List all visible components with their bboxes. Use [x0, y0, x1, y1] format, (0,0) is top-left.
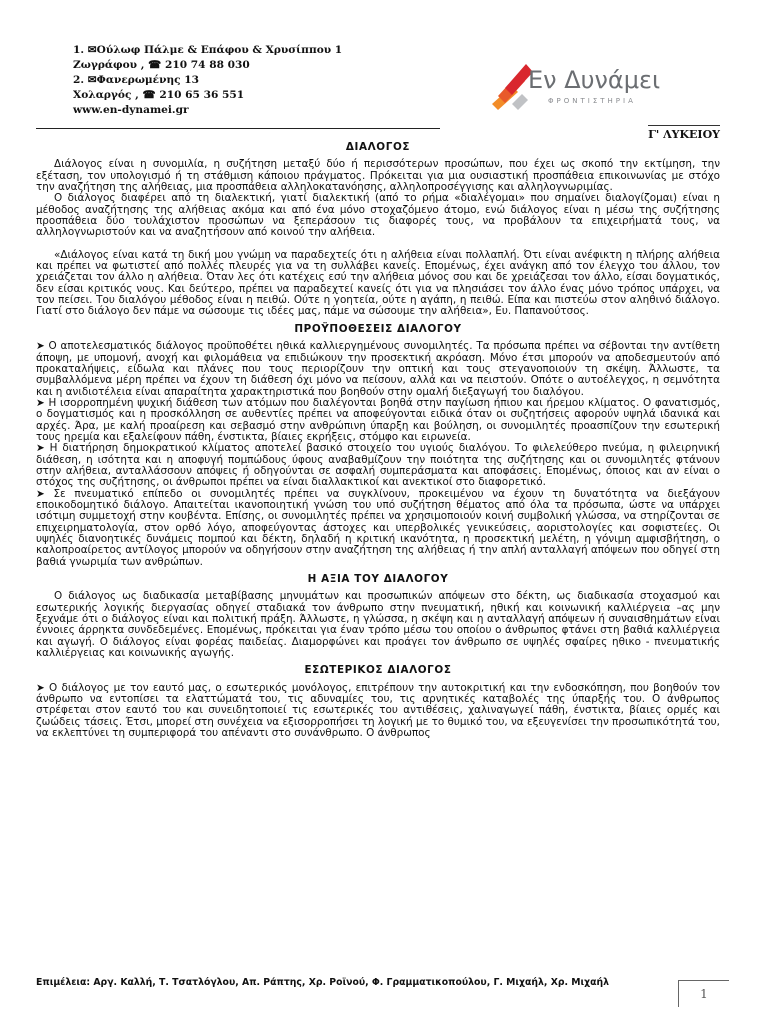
prereq-bullet-3: ➤ Η διατήρηση δημοκρατικού κλίματος αποτελεί βασικό στοιχείο του υγιούς διαλόγου. Το φιλελεύθερο πνεύμα, η φιλειρηνική διάθεση, η ισότητα και η αποφυγή πομπώδους ύφους αναβαθμίζουν την ποιότητα της συζήτησης και οι συνομιλητές φτάνουν στην αλήθεια, ανταλλάσσουν απόψεις ή οδηγούνται σε ασφαλή συμπεράσματα και αποφάσεις. Επομένως, όποιος και αν είναι ο στόχος της συζήτησης, οι άνθρωποι πρέπει να είναι διαλλακτικοί και ανεκτικοί στο διαφορετικό.: [36, 442, 720, 489]
logo-text: Εν Δυνάμει: [528, 66, 661, 94]
quote-paragraph: «Διάλογος είναι κατά τη δική μου γνώμη να παραδεχτείς ότι η αλήθεια είναι πολλαπλή. Ότι είναι ανέφικτη η πλήρης αλήθεια και πρέπει να φωτιστεί από πολλές πλευρές για να τη συλλάβει κανείς. Επομένως, έχει ανάγκη από τον έλεγχο του άλλου, τον χρειάζεται τον άλλο η αλήθεια. Όταν λες ότι κατέχεις εσύ την αλήθεια μόνος σου και δε χρειάζεσαι τον άλλο, είσαι δογματικός, δεν είσαι κριτικός νους. Και δεύτερο, πρέπει να παραδεχτεί κανείς ότι για να πλησιάσει τον άλλο ένας μόνο τρόπος υπάρχει, να τον πείσει. Του διαλόγου μέθοδος είναι η πειθώ. Ούτε η γοητεία, ούτε η αγάπη, η πειθώ. Είπα και πιστεύω στον αληθινό διάλογο. Γιατί στο διάλογο δεν πάμε να σώσουμε τις ιδέες μας, πάμε να σώσουμε την αλήθεια», Ευ. Παπανούτσος.: [36, 248, 720, 318]
phone-line-2: Χολαργός , ☎ 210 65 36 551: [73, 89, 245, 101]
section-heading-inner-dialogue: ΕΣΩΤΕΡΙΚΟΣ ΔΙΑΛΟΓΟΣ: [304, 664, 452, 677]
address-line-1: 1. ✉Ούλωφ Πάλμε & Επάφου & Χρυσίππου 1: [73, 44, 343, 56]
intro-paragraph-2: Ο διάλογος διαφέρει από τη διαλεκτική, γιατί διαλεκτική (από το ρήμα «διαλέγομαι» που σημαίνει διαλογίζομαι) είναι η μέθοδος αναζήτησης της αλήθειας ακόμα και από ένα μόνο στοχαζόμενο άτομο, ενώ διάλογος είναι η μέσω της συζήτησης προσπάθεια δύο τουλάχιστον προσώπων να ξεπεράσουν τις διαφορές τους, να προβάλουν τα επιχειρήματά τους, να αλληλογνωριστούν και να αναζητήσουν από κοινού την αλήθεια.: [36, 192, 720, 239]
prereq-bullet-4: ➤ Σε πνευματικό επίπεδο οι συνομιλητές πρέπει να συγκλίνουν, προκειμένου να έχουν τη δυνατότητα να διεξάγουν εποικοδομητικό διάλογο. Απαιτείται ικανοποιητική γνώση του υπό συζήτηση θέματος από όλα τα πρόσωπα, ώστε να υπάρχει ισότιμη συμμετοχή στην κουβέντα. Επίσης, οι συνομιλητές πρέπει να χρησιμοποιούν κοινή συμβολική γλώσσα, να στηρίζονται σε επιχειρηματολογία, στον ορθό λόγο, αποφεύγοντας άστοχες και υπερβολικές γενικεύσεις, αοριστολογίες και σοφιστείες. Οι υψηλές διανοητικές δυνάμεις πομπού και δέκτη, δηλαδή η κριτική ικανότητα, η προσεκτική μελέτη, η γόνιμη αμφισβήτηση, ο καλοπροαίρετος αντίλογος μπορούν να οδηγήσουν στην αναζήτηση της αλήθειας ή την απλή ανταλλαγή απόψεων που οδηγεί στη βαθιά γνωριμία των ανθρώπων.: [36, 487, 720, 568]
document-body: [36, 142, 720, 740]
header-rule: [36, 128, 440, 129]
section-heading-value: Η ΑΞΙΑ ΤΟΥ ΔΙΑΛΟΓΟΥ: [307, 573, 449, 586]
prereq-bullet-1: ➤ Ο αποτελεσματικός διάλογος προϋποθέτει ηθικά καλλιεργημένους συνομιλητές. Τα πρόσωπα πρέπει να σέβονται την αντίθετη άποψη, με υπομονή, ανοχή και φιλομάθεια να επιδιώκουν την προσεκτική ακρόαση. Μόνο έτσι μπορούν να αποδεσμευτούν από προκαταλήψεις, είδωλα και πλάνες που τους περιορίζουν την οπτική και τους στεγανοποιούν τη σκέψη. Άλλωστε, τα συμβαλλόμενα μέρη πρέπει να έχουν τη διάθεση όχι μόνο να πείσουν, αλλά και να πειστούν. Οπότε ο αυτοέλεγχος, η σεμνότητα και η ανιδιοτέλεια είναι απαραίτητα χαρακτηριστικά που βοηθούν στην ομαλή διεξαγωγή του διαλόγου.: [36, 340, 720, 398]
address-line-2: 2. ✉Φανερωμένης 13: [73, 74, 200, 86]
footer-credits: Επιμέλεια: Αργ. Καλλή, Τ. Τσατλόγλου, Απ. Ράπτης, Χρ. Ροϊνού, Φ. Γραμματικοπούλου, Γ. Μιχαήλ, Χρ. Μιχαήλ: [36, 977, 610, 988]
page-title: ΔΙΑΛΟΓΟΣ: [345, 141, 411, 153]
grade-label: Γ' ΛΥΚΕΙΟΥ: [648, 125, 720, 141]
intro-paragraph-1: Διάλογος είναι η συνομιλία, η συζήτηση μεταξύ δύο ή περισσότερων προσώπων, που έχει ως σκοπό την εκτίμηση, την εξέταση, τον υπολογισμό ή τη στάθμιση κάποιου πράγματος. Πρόκειται για μια ουσιαστική προσπάθεια επικοινωνίας με στόχο την αναζήτηση της αλήθειας, μια προσπάθεια αλληλοκατανόησης, αλληλοπροσέγγισης και αλληλογνωριμίας.: [36, 158, 720, 194]
section-heading-prerequisites: ΠΡΟΫΠΟΘΕΣΕΙΣ ΔΙΑΛΟΓΟΥ: [294, 322, 462, 335]
prereq-bullet-2: ➤ Η ισορροπημένη ψυχική διάθεση των ατόμων που διαλέγονται βοηθά στην παγίωση ήπιου και ήρεμου κλίματος. Ο φανατισμός, ο δογματισμός και η προσκόλληση σε αυθεντίες πρέπει να αποφεύγονται ειδικά όταν οι συζητήσεις αφορούν υψηλά ιδανικά και αρχές. Άρα, με καλή προαίρεση και σεβασμό στην ανθρώπινη ύπαρξη και βούληση, οι συνομιλητές προασπίζουν την εσωτερική τους ηρεμία και εξαλείφουν πάθη, ένστικτα, βίαιες εκρήξεις, στόμφο και ειρωνεία.: [36, 396, 720, 443]
inner-dialogue-paragraph: ➤ Ο διάλογος με τον εαυτό μας, ο εσωτερικός μονόλογος, επιτρέπουν την αυτοκριτική και την ενδοσκόπηση, που βοηθούν τον άνθρωπο να εντοπίσει τα ελαττώματά του, τις αδυναμίες του, τις αρνητικές καταβολές της ύπαρξής του. Ο άνθρωπος στρέφεται στον εαυτό του και συνειδητοποιεί τις εσωτερικές του αντιθέσεις, χαλιναγωγεί πάθη, ένστικτα, βίαιες ορμές και ζωώδεις τάσεις. Έτσι, μπορεί στη συνέχεια να εξισορροπήσει τη λογική με το θυμικό του, να εξευγενίσει την προσωπικότητά του, να εκλεπτύνει τη συμπεριφορά του απέναντι στο συνάνθρωπο. Ο άνθρωπος: [36, 681, 720, 740]
website-link[interactable]: www.en-dynamei.gr: [73, 104, 189, 116]
value-paragraph: Ο διάλογος ως διαδικασία μεταβίβασης μηνυμάτων και προσωπικών απόψεων στο δέκτη, ως διαδικασία στοχασμού και εσωτερικής λογικής διεργασίας οδηγεί σταδιακά τον άνθρωπο στην πνευματική, ηθική και κοινωνική καλλιέργεια –ας μην ξεχνάμε ότι ο διάλογος είναι και πολιτική πράξη. Άλλωστε, η γλώσσα, η σκέψη και η ανταλλαγή απόψεων ή συναισθημάτων είναι έννοιες άρρηκτα συνδεδεμένες. Επομένως, πρόκειται για έναν τρόπο μέσω του οποίου ο άνθρωπος φτάνει στη βαθιά καλλιέργεια και αγωγή. Ο διάλογος είναι φορέας παιδείας. Διαμορφώνει και προάγει τον άνθρωπο σε υψηλές σφαίρες ηθικο - πνευματικής καλλιέργειας και κοινωνικής αγωγής.: [36, 590, 720, 660]
phone-line-1: Ζωγράφου , ☎ 210 74 88 030: [73, 59, 250, 71]
page-number: 1: [678, 980, 729, 1007]
logo-subtitle: ΦΡΟΝΤΙΣΤΗΡΙΑ: [548, 97, 636, 105]
contact-info: [73, 43, 342, 118]
